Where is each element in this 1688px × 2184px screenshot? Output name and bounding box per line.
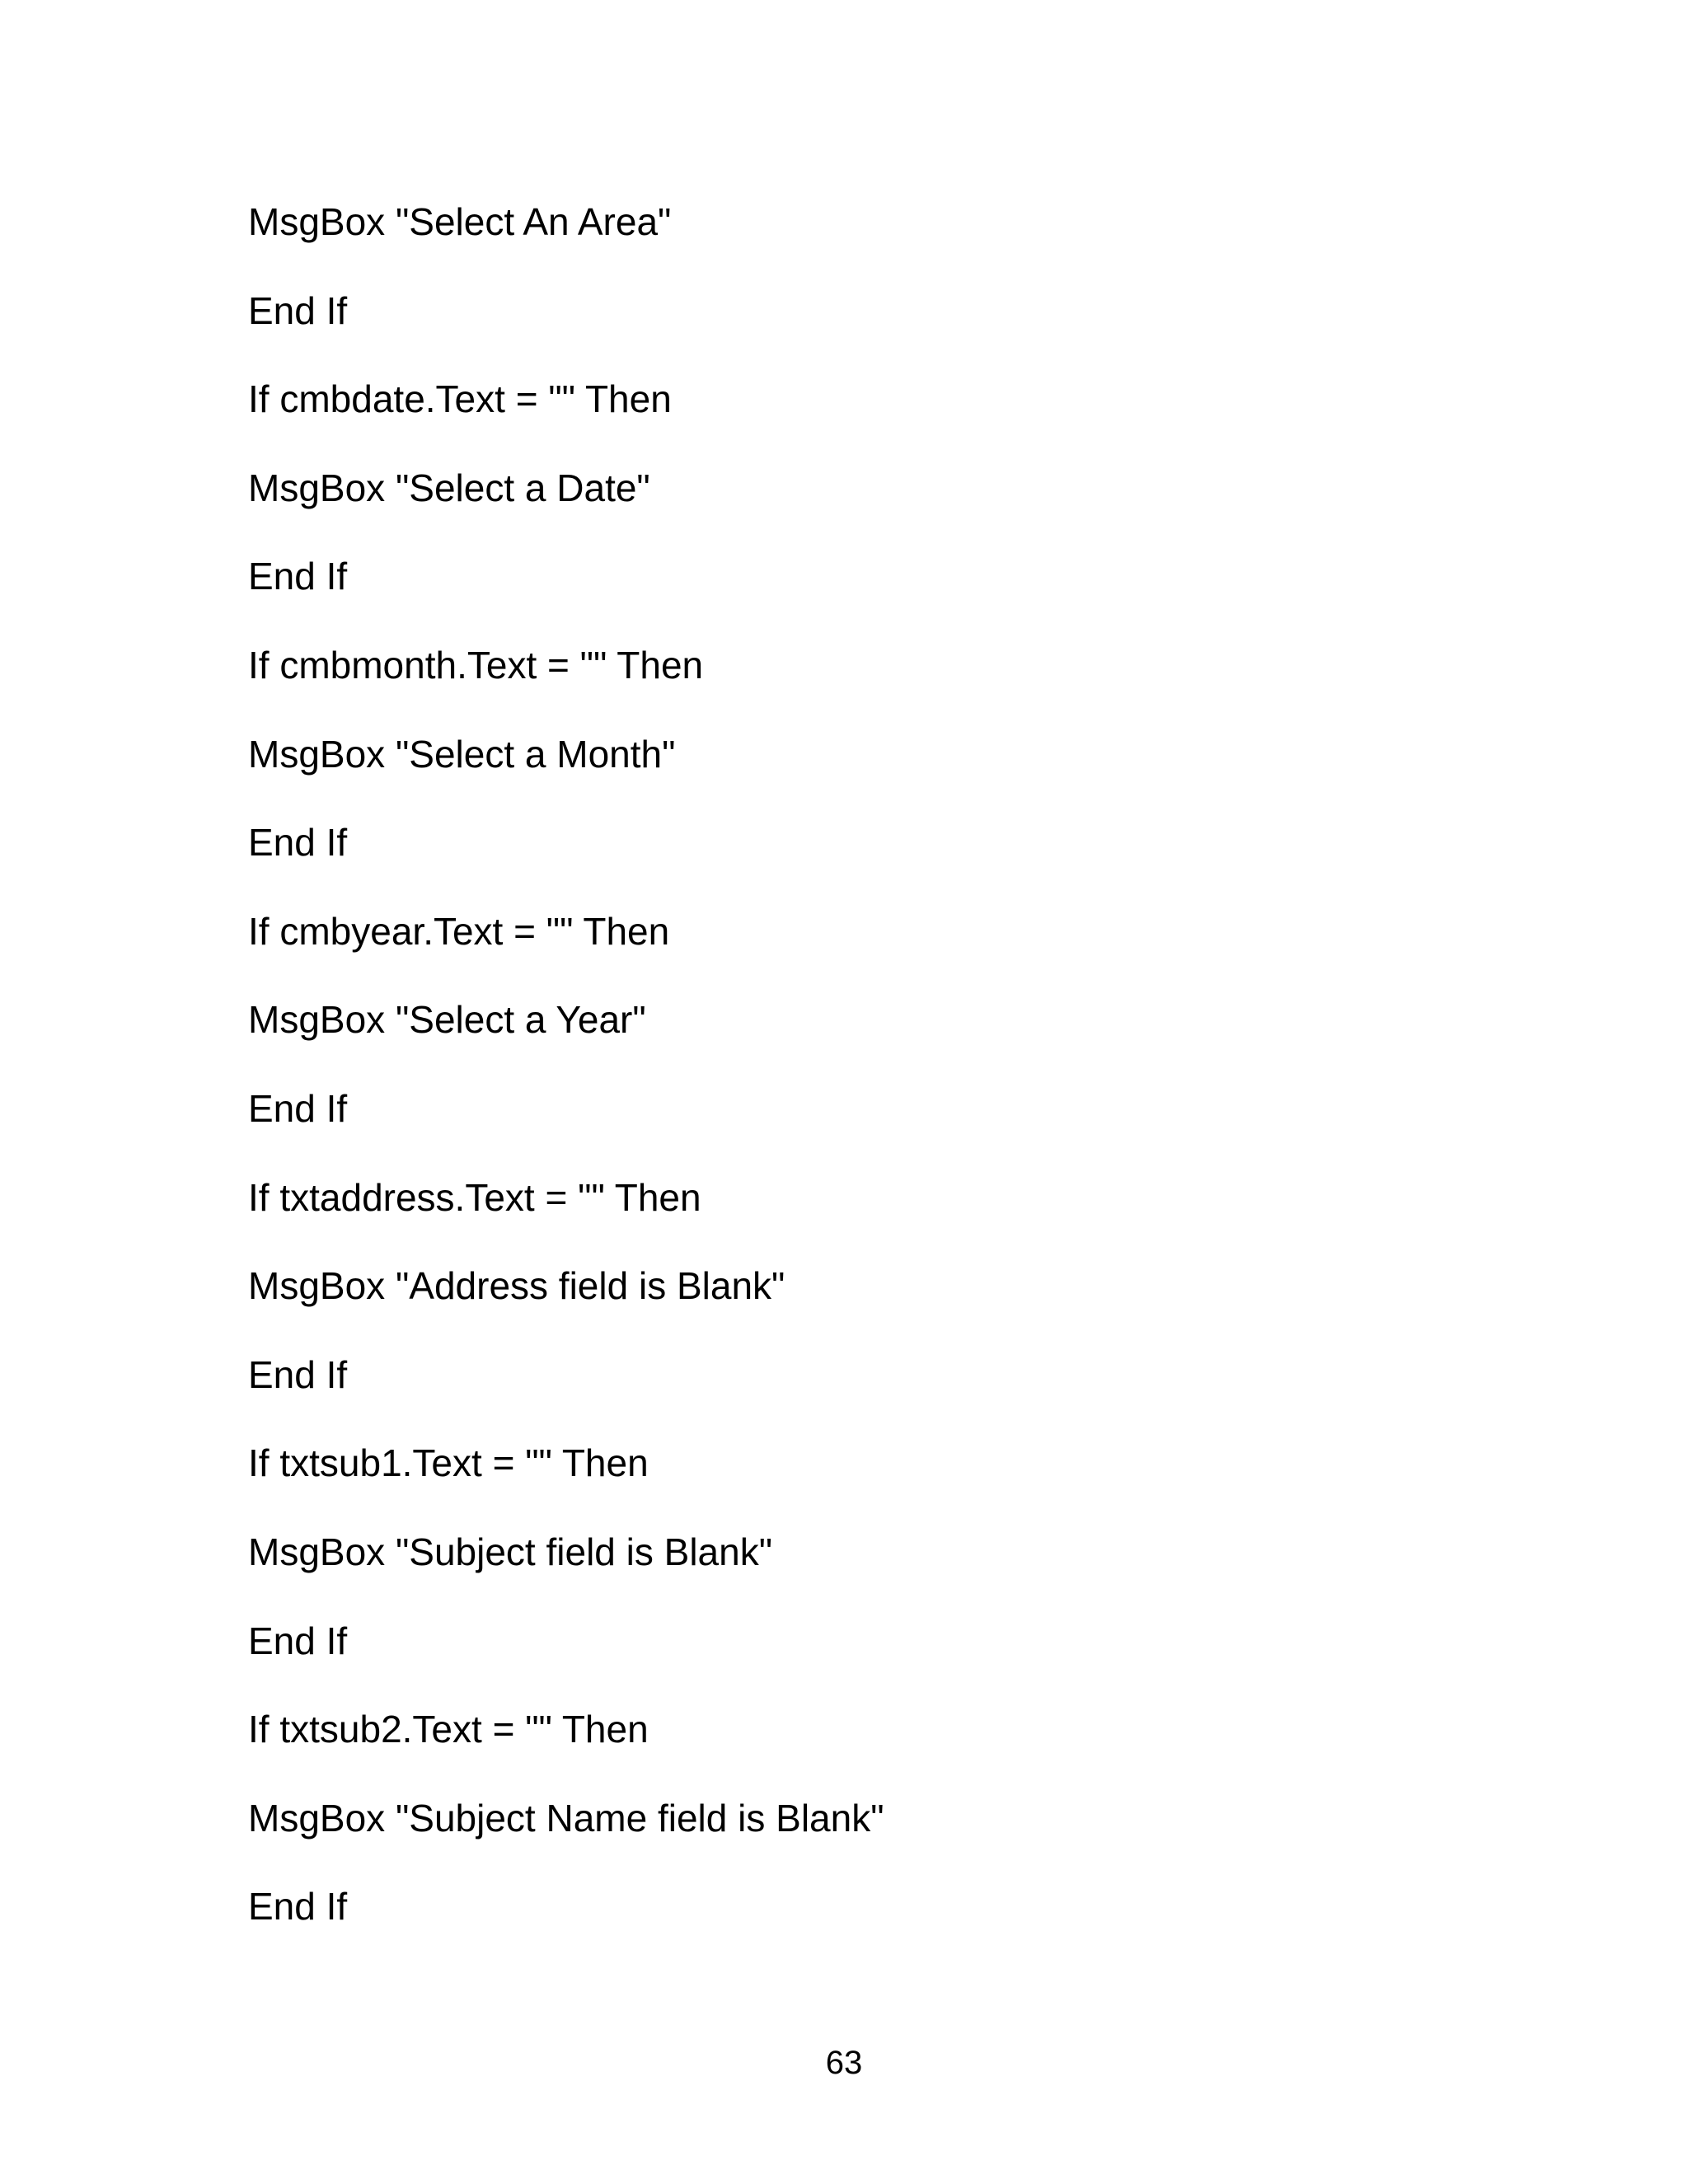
code-line: MsgBox "Subject Name field is Blank" — [248, 1796, 884, 1840]
code-line: MsgBox "Address field is Blank" — [248, 1264, 785, 1308]
code-line: MsgBox "Select a Year" — [248, 998, 646, 1042]
code-line: End If — [248, 555, 348, 598]
code-line: End If — [248, 288, 348, 332]
code-line: MsgBox "Select a Date" — [248, 466, 650, 509]
code-line: End If — [248, 1619, 348, 1662]
code-line: If txtsub2.Text = "" Then — [248, 1708, 649, 1751]
code-line: MsgBox "Select a Month" — [248, 732, 676, 776]
code-line: MsgBox "Select An Area" — [248, 200, 672, 243]
code-line: If cmbyear.Text = "" Then — [248, 909, 670, 953]
code-line: If txtsub1.Text = "" Then — [248, 1441, 649, 1485]
code-line: If cmbmonth.Text = "" Then — [248, 643, 704, 687]
code-line: End If — [248, 821, 348, 865]
code-line: End If — [248, 1352, 348, 1396]
code-line: If cmbdate.Text = "" Then — [248, 377, 672, 421]
code-line: End If — [248, 1086, 348, 1130]
code-line: End If — [248, 1885, 348, 1929]
code-line: If txtaddress.Text = "" Then — [248, 1175, 701, 1219]
page-number: 63 — [825, 2045, 863, 2081]
code-line: MsgBox "Subject field is Blank" — [248, 1530, 773, 1573]
code-listing — [248, 199, 884, 1972]
